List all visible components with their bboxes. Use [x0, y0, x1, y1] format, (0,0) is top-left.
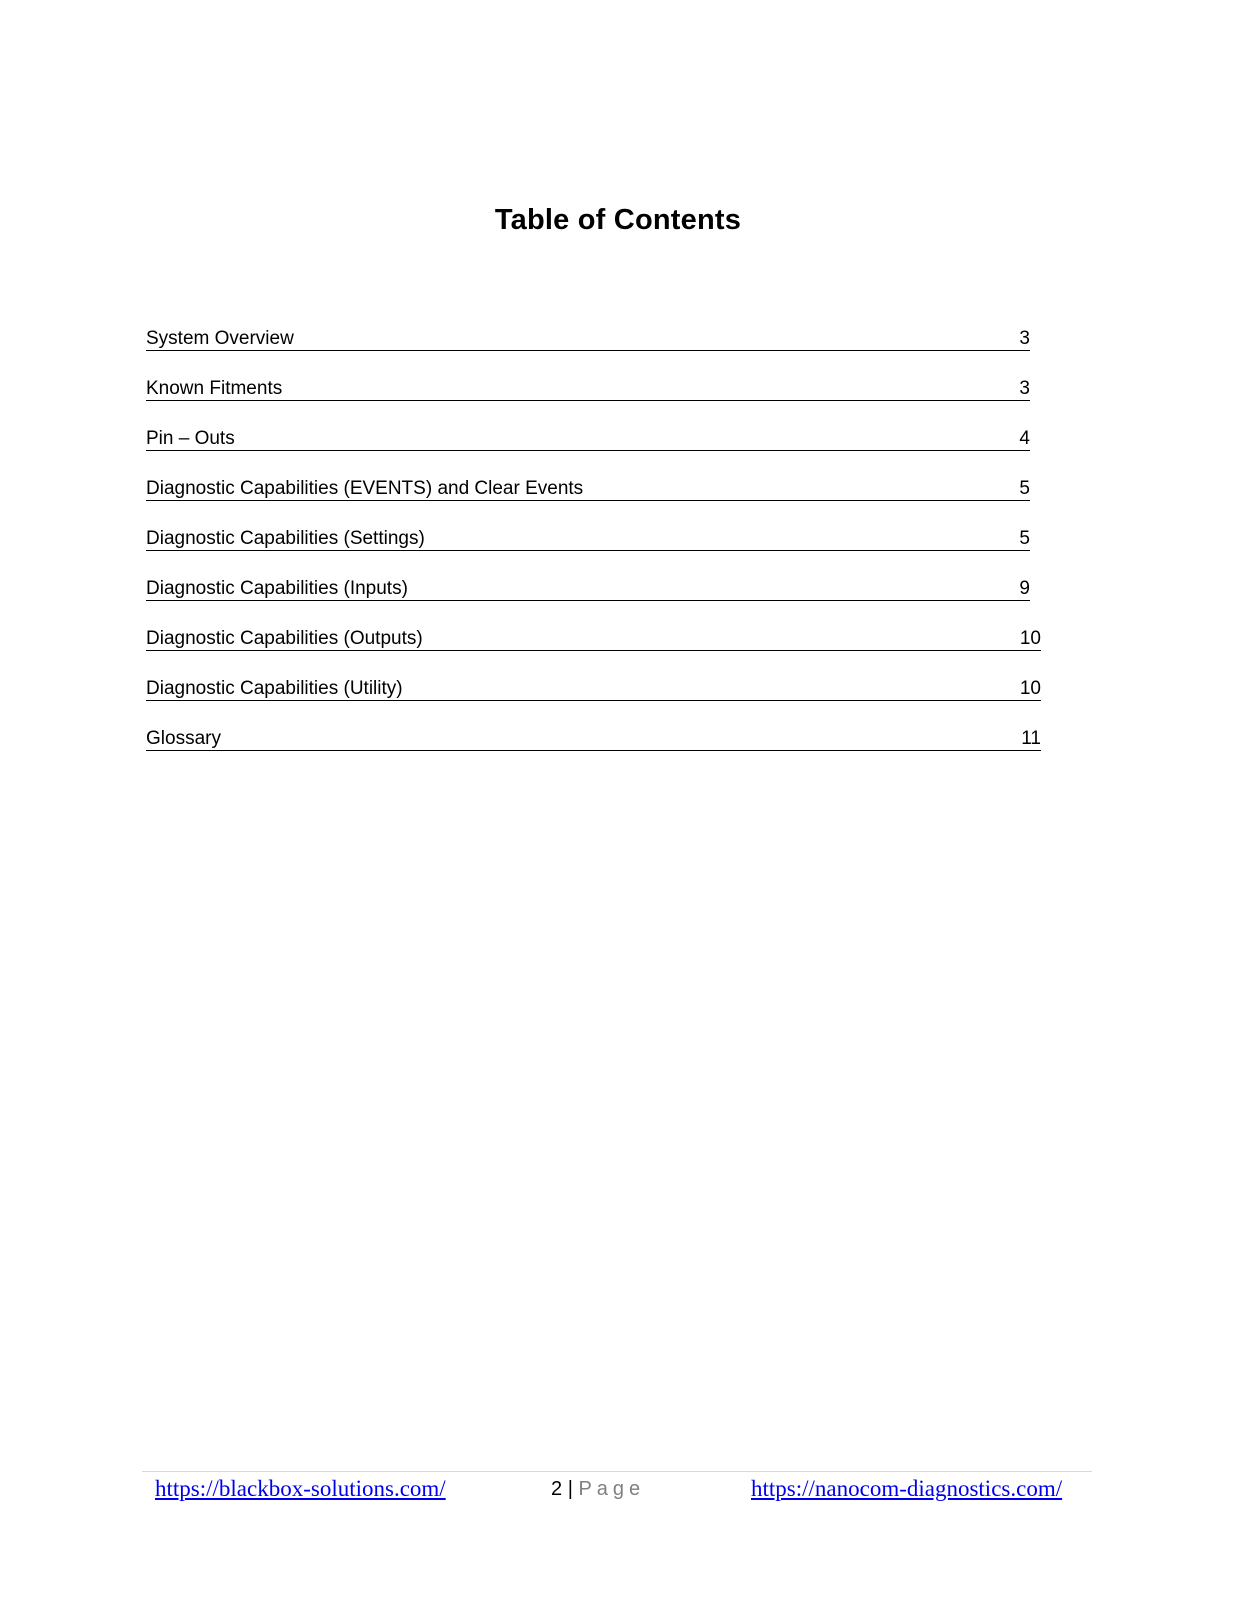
- toc-entry-label: Known Fitments: [146, 378, 283, 399]
- footer-link-nanocom[interactable]: https://nanocom-diagnostics.com/: [751, 1476, 1063, 1501]
- toc-entry-settings[interactable]: [146, 520, 1030, 551]
- toc-entry-events[interactable]: [146, 470, 1030, 501]
- page-number-separator: |: [567, 1478, 573, 1500]
- toc-entry-page: 9: [1019, 578, 1030, 599]
- toc-entry-page: 5: [1019, 478, 1030, 499]
- toc-entry-label: Diagnostic Capabilities (Utility): [146, 678, 403, 699]
- footer-divider: [142, 1471, 1092, 1472]
- toc-entry-page: 5: [1019, 528, 1030, 549]
- toc-entry-page: 10: [1019, 678, 1041, 699]
- toc-entry-page: 3: [1019, 328, 1030, 349]
- page-title: Table of Contents: [494, 204, 742, 236]
- toc-entry-inputs[interactable]: [146, 570, 1030, 601]
- toc-entry-pin-outs[interactable]: [146, 420, 1030, 451]
- toc-entry-label: Pin – Outs: [146, 428, 235, 449]
- toc-entry-glossary[interactable]: [146, 720, 1041, 751]
- toc-entry-known-fitments[interactable]: [146, 370, 1030, 401]
- toc-entry-label: Diagnostic Capabilities (Settings): [146, 528, 425, 549]
- page-number-value: 2: [551, 1478, 563, 1500]
- toc-entry-outputs[interactable]: [146, 620, 1041, 651]
- toc-entry-label: Diagnostic Capabilities (EVENTS) and Clear Events: [146, 478, 584, 499]
- page-word: Page: [578, 1478, 646, 1500]
- toc-entry-page: 11: [1021, 728, 1041, 749]
- toc-entry-page: 4: [1019, 428, 1030, 449]
- toc-entry-page: 10: [1019, 628, 1041, 649]
- toc-entry-label: Glossary: [146, 728, 221, 749]
- toc-entry-page: 3: [1019, 378, 1030, 399]
- toc-entry-label: System Overview: [146, 328, 294, 349]
- toc-entry-label: Diagnostic Capabilities (Inputs): [146, 578, 408, 599]
- toc-entry-label: Diagnostic Capabilities (Outputs): [146, 628, 423, 649]
- footer-link-blackbox[interactable]: https://blackbox-solutions.com/: [155, 1476, 446, 1501]
- page-number: [551, 1478, 645, 1501]
- toc-entry-system-overview[interactable]: [146, 320, 1030, 351]
- toc-entry-utility[interactable]: [146, 670, 1041, 701]
